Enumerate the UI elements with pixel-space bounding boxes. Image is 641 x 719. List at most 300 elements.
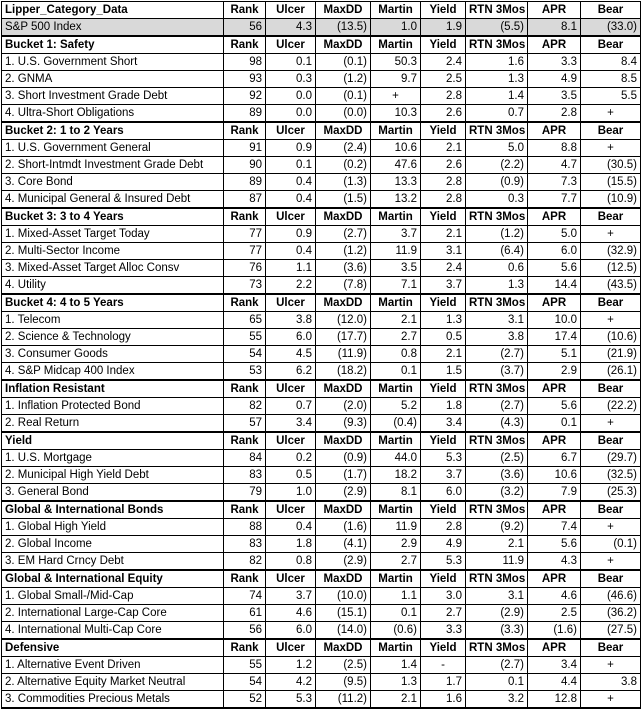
group-title: Defensive <box>2 639 224 657</box>
metric-value: (17.7) <box>316 329 371 346</box>
metric-value: 47.6 <box>371 157 421 174</box>
benchmark-value: 56 <box>224 19 266 37</box>
table-row <box>2 346 641 363</box>
metric-value: 2.5 <box>528 605 581 622</box>
metric-value: 87 <box>224 191 266 209</box>
group-column-header: Ulcer <box>266 122 316 140</box>
metric-value: (12.5) <box>581 260 641 277</box>
metric-value: (29.7) <box>581 450 641 467</box>
metric-value: 3.3 <box>421 622 466 640</box>
group-column-header: Ulcer <box>266 36 316 54</box>
group-column-header: Yield <box>421 294 466 312</box>
metric-value: 2.1 <box>371 691 421 709</box>
group-column-header: MaxDD <box>316 208 371 226</box>
category-name: 1. U.S. Mortgage <box>2 450 224 467</box>
metric-value: (10.9) <box>581 191 641 209</box>
metric-value: (10.6) <box>581 329 641 346</box>
metric-value: 1.7 <box>421 674 466 691</box>
group-column-header: Rank <box>224 380 266 398</box>
group-column-header: Yield <box>421 432 466 450</box>
metric-value: 0.1 <box>371 363 421 381</box>
metric-value: 2.5 <box>421 71 466 88</box>
group-column-header: Martin <box>371 122 421 140</box>
group-column-header: APR <box>528 639 581 657</box>
metric-value: (9.5) <box>316 674 371 691</box>
metric-value: 12.8 <box>528 691 581 709</box>
metric-value: 3.5 <box>528 88 581 105</box>
metric-value: 2.4 <box>421 54 466 71</box>
group-column-header: Martin <box>371 501 421 519</box>
benchmark-value: 8.1 <box>528 19 581 37</box>
metric-value: 2.7 <box>371 329 421 346</box>
group-column-header: RTN 3Mos <box>466 122 528 140</box>
group-column-header: Bear <box>581 501 641 519</box>
metric-value: 0.1 <box>466 674 528 691</box>
group-column-header: APR <box>528 294 581 312</box>
category-name: 2. Science & Technology <box>2 329 224 346</box>
metric-value: 3.7 <box>421 277 466 295</box>
metric-value: 1.3 <box>466 277 528 295</box>
category-name: 1. Global High Yield <box>2 519 224 536</box>
metric-value: 5.3 <box>421 450 466 467</box>
metric-value: 3.7 <box>371 226 421 243</box>
metric-value: 0.2 <box>266 450 316 467</box>
metric-value: 2.8 <box>421 191 466 209</box>
table-row <box>2 553 641 571</box>
column-header: APR <box>528 2 581 19</box>
group-column-header: MaxDD <box>316 380 371 398</box>
table-row <box>2 88 641 105</box>
group-column-header: RTN 3Mos <box>466 208 528 226</box>
metric-value: 1.1 <box>371 588 421 605</box>
group-header-row <box>2 122 641 140</box>
metric-value: 84 <box>224 450 266 467</box>
metric-value: (2.9) <box>316 553 371 571</box>
metric-value: 0.8 <box>266 553 316 571</box>
group-column-header: APR <box>528 122 581 140</box>
category-name: 2. GNMA <box>2 71 224 88</box>
category-name: 4. Ultra-Short Obligations <box>2 105 224 123</box>
group-column-header: Yield <box>421 380 466 398</box>
metric-value: 83 <box>224 536 266 553</box>
metric-value: 0.7 <box>466 105 528 123</box>
benchmark-value: 1.9 <box>421 19 466 37</box>
metric-value: 0.1 <box>266 157 316 174</box>
metric-value: 5.2 <box>371 398 421 415</box>
metric-value: 76 <box>224 260 266 277</box>
group-column-header: MaxDD <box>316 294 371 312</box>
table-row <box>2 312 641 329</box>
metric-value: 3.2 <box>466 691 528 709</box>
column-header: MaxDD <box>316 2 371 19</box>
metric-value: 2.6 <box>421 105 466 123</box>
group-column-header: Yield <box>421 501 466 519</box>
metric-value: 83 <box>224 467 266 484</box>
metric-value: 44.0 <box>371 450 421 467</box>
category-name: 3. Core Bond <box>2 174 224 191</box>
metric-value: 10.6 <box>528 467 581 484</box>
column-header: Lipper_Category_Data <box>2 2 224 19</box>
category-name: 3. General Bond <box>2 484 224 502</box>
group-column-header: Rank <box>224 122 266 140</box>
category-name: 3. Short Investment Grade Debt <box>2 88 224 105</box>
metric-value: (30.5) <box>581 157 641 174</box>
metric-value: 0.4 <box>266 191 316 209</box>
metric-value: 4.7 <box>528 157 581 174</box>
table-row <box>2 140 641 157</box>
metric-value: 0.8 <box>371 346 421 363</box>
metric-value: 4.2 <box>266 674 316 691</box>
group-column-header: Yield <box>421 208 466 226</box>
metric-value: 11.9 <box>371 243 421 260</box>
metric-value: 54 <box>224 346 266 363</box>
metric-value: (0.9) <box>316 450 371 467</box>
metric-value: (2.5) <box>316 657 371 674</box>
group-column-header: MaxDD <box>316 36 371 54</box>
table-row <box>2 174 641 191</box>
group-column-header: APR <box>528 380 581 398</box>
metric-value: 2.7 <box>421 605 466 622</box>
group-column-header: RTN 3Mos <box>466 294 528 312</box>
metric-value: 91 <box>224 140 266 157</box>
metric-value: 65 <box>224 312 266 329</box>
column-header: Martin <box>371 2 421 19</box>
group-title: Bucket 2: 1 to 2 Years <box>2 122 224 140</box>
metric-value: 52 <box>224 691 266 709</box>
metric-value: 0.9 <box>266 140 316 157</box>
metric-value: 2.9 <box>371 536 421 553</box>
metric-value: 8.4 <box>581 54 641 71</box>
table-row <box>2 191 641 209</box>
group-column-header: Rank <box>224 294 266 312</box>
metric-value: 6.7 <box>528 450 581 467</box>
group-column-header: Bear <box>581 639 641 657</box>
metric-value: 2.1 <box>371 312 421 329</box>
metric-value: (1.2) <box>316 71 371 88</box>
benchmark-value: 4.3 <box>266 19 316 37</box>
group-column-header: Yield <box>421 570 466 588</box>
benchmark-value: 1.0 <box>371 19 421 37</box>
metric-value: (1.6) <box>316 519 371 536</box>
group-column-header: MaxDD <box>316 432 371 450</box>
metric-value: 1.4 <box>371 657 421 674</box>
group-header-row <box>2 639 641 657</box>
group-column-header: Martin <box>371 294 421 312</box>
metric-value: 0.4 <box>266 243 316 260</box>
metric-value: 11.9 <box>466 553 528 571</box>
group-column-header: MaxDD <box>316 501 371 519</box>
group-column-header: RTN 3Mos <box>466 639 528 657</box>
group-column-header: APR <box>528 432 581 450</box>
group-column-header: APR <box>528 570 581 588</box>
metric-value: 57 <box>224 415 266 433</box>
metric-value: (2.4) <box>316 140 371 157</box>
metric-value: (12.0) <box>316 312 371 329</box>
group-column-header: Rank <box>224 639 266 657</box>
metric-value: 88 <box>224 519 266 536</box>
metric-value: 10.6 <box>371 140 421 157</box>
metric-value: 7.7 <box>528 191 581 209</box>
group-column-header: Bear <box>581 122 641 140</box>
metric-value: 1.3 <box>421 312 466 329</box>
group-column-header: Bear <box>581 432 641 450</box>
metric-value: 4.4 <box>528 674 581 691</box>
metric-value: (11.2) <box>316 691 371 709</box>
table-row <box>2 329 641 346</box>
group-column-header: APR <box>528 208 581 226</box>
group-column-header: Bear <box>581 208 641 226</box>
metric-value: (2.9) <box>316 484 371 502</box>
table-row <box>2 605 641 622</box>
category-name: 1. U.S. Government General <box>2 140 224 157</box>
group-column-header: Yield <box>421 639 466 657</box>
metric-value: (14.0) <box>316 622 371 640</box>
metric-value: 93 <box>224 71 266 88</box>
metric-value: (2.7) <box>466 657 528 674</box>
metric-value: 4.9 <box>421 536 466 553</box>
category-name: 4. International Multi-Cap Core <box>2 622 224 640</box>
group-header-row <box>2 294 641 312</box>
metric-value: (46.6) <box>581 588 641 605</box>
metric-value: (2.2) <box>466 157 528 174</box>
metric-value: 3.7 <box>266 588 316 605</box>
metric-value: (43.5) <box>581 277 641 295</box>
metric-value: 5.6 <box>528 536 581 553</box>
group-column-header: Ulcer <box>266 501 316 519</box>
metric-value: 5.1 <box>528 346 581 363</box>
metric-value: 53 <box>224 363 266 381</box>
table-row <box>2 243 641 260</box>
table-row <box>2 691 641 709</box>
category-name: 1. Alternative Event Driven <box>2 657 224 674</box>
metric-value: 79 <box>224 484 266 502</box>
group-title: Bucket 4: 4 to 5 Years <box>2 294 224 312</box>
metric-value: 6.0 <box>528 243 581 260</box>
metric-value: 3.1 <box>466 588 528 605</box>
metric-value: 6.0 <box>421 484 466 502</box>
metric-value: 92 <box>224 88 266 105</box>
metric-value: 3.8 <box>466 329 528 346</box>
group-column-header: RTN 3Mos <box>466 380 528 398</box>
metric-value: 2.1 <box>421 140 466 157</box>
metric-value: (1.2) <box>316 243 371 260</box>
table-row <box>2 54 641 71</box>
metric-value: 10.3 <box>371 105 421 123</box>
metric-value: (2.7) <box>466 346 528 363</box>
metric-value: (18.2) <box>316 363 371 381</box>
category-name: 1. Telecom <box>2 312 224 329</box>
metric-value: 7.4 <box>528 519 581 536</box>
metric-value: 3.4 <box>421 415 466 433</box>
category-name: 1. Global Small-/Mid-Cap <box>2 588 224 605</box>
table-row <box>2 260 641 277</box>
metric-value: 4.6 <box>266 605 316 622</box>
metric-value: 11.9 <box>371 519 421 536</box>
metric-value: (32.9) <box>581 243 641 260</box>
metric-value: (21.9) <box>581 346 641 363</box>
metric-value: 2.8 <box>528 105 581 123</box>
metric-value: 14.4 <box>528 277 581 295</box>
metric-value: (2.9) <box>466 605 528 622</box>
column-header: Bear <box>581 2 641 19</box>
metric-value: (0.1) <box>581 536 641 553</box>
metric-value: 5.6 <box>528 398 581 415</box>
metric-value: 89 <box>224 174 266 191</box>
category-name: 2. International Large-Cap Core <box>2 605 224 622</box>
metric-value: (0.2) <box>316 157 371 174</box>
category-name: 1. Mixed-Asset Target Today <box>2 226 224 243</box>
metric-value: (1.2) <box>466 226 528 243</box>
metric-value: - <box>421 657 466 674</box>
metric-value: 3.3 <box>528 54 581 71</box>
group-column-header: Martin <box>371 208 421 226</box>
table-body <box>2 2 641 709</box>
group-column-header: Ulcer <box>266 208 316 226</box>
metric-value: 0.9 <box>266 226 316 243</box>
metric-value: 2.8 <box>421 88 466 105</box>
metric-value: 0.4 <box>266 519 316 536</box>
group-column-header: MaxDD <box>316 122 371 140</box>
metric-value: (1.6) <box>528 622 581 640</box>
group-title: Global & International Bonds <box>2 501 224 519</box>
column-header: RTN 3Mos <box>466 2 528 19</box>
metric-value: 0.1 <box>266 54 316 71</box>
metric-value: 1.5 <box>421 363 466 381</box>
group-column-header: Rank <box>224 36 266 54</box>
metric-value: 54 <box>224 674 266 691</box>
metric-value: + <box>581 519 641 536</box>
metric-value: (2.5) <box>466 450 528 467</box>
column-header: Ulcer <box>266 2 316 19</box>
metric-value: (1.3) <box>316 174 371 191</box>
metric-value: (3.6) <box>466 467 528 484</box>
metric-value: (10.0) <box>316 588 371 605</box>
metric-value: 0.0 <box>266 88 316 105</box>
group-title: Global & International Equity <box>2 570 224 588</box>
table-row <box>2 157 641 174</box>
benchmark-name: S&P 500 Index <box>2 19 224 37</box>
metric-value: 13.3 <box>371 174 421 191</box>
metric-value: 77 <box>224 226 266 243</box>
group-column-header: Ulcer <box>266 380 316 398</box>
metric-value: 3.4 <box>528 657 581 674</box>
metric-value: 74 <box>224 588 266 605</box>
metric-value: 2.9 <box>528 363 581 381</box>
table-row <box>2 622 641 640</box>
benchmark-row <box>2 19 641 37</box>
metric-value: (0.1) <box>316 88 371 105</box>
table-row <box>2 398 641 415</box>
table-row <box>2 415 641 433</box>
category-name: 1. Inflation Protected Bond <box>2 398 224 415</box>
category-name: 3. EM Hard Crncy Debt <box>2 553 224 571</box>
metric-value: 55 <box>224 329 266 346</box>
metric-value: 3.8 <box>266 312 316 329</box>
group-title: Bucket 1: Safety <box>2 36 224 54</box>
benchmark-value: (33.0) <box>581 19 641 37</box>
metric-value: 0.1 <box>371 605 421 622</box>
metric-value: (2.0) <box>316 398 371 415</box>
group-column-header: Bear <box>581 570 641 588</box>
group-column-header: Ulcer <box>266 639 316 657</box>
header-row <box>2 2 641 19</box>
metric-value: 8.5 <box>581 71 641 88</box>
metric-value: 3.4 <box>266 415 316 433</box>
group-column-header: Rank <box>224 570 266 588</box>
column-header: Rank <box>224 2 266 19</box>
metric-value: + <box>581 226 641 243</box>
metric-value: 1.6 <box>466 54 528 71</box>
metric-value: 0.7 <box>266 398 316 415</box>
metric-value: (25.3) <box>581 484 641 502</box>
metric-value: 0.5 <box>421 329 466 346</box>
metric-value: (4.3) <box>466 415 528 433</box>
group-column-header: Rank <box>224 501 266 519</box>
group-header-row <box>2 501 641 519</box>
table-row <box>2 105 641 123</box>
metric-value: + <box>581 415 641 433</box>
metric-value: + <box>371 88 421 105</box>
metric-value: (26.1) <box>581 363 641 381</box>
category-name: 4. S&P Midcap 400 Index <box>2 363 224 381</box>
table-row <box>2 519 641 536</box>
group-column-header: Ulcer <box>266 294 316 312</box>
metric-value: 1.6 <box>421 691 466 709</box>
table-row <box>2 657 641 674</box>
metric-value: (0.1) <box>316 54 371 71</box>
metric-value: + <box>581 553 641 571</box>
metric-value: 55 <box>224 657 266 674</box>
group-column-header: Ulcer <box>266 432 316 450</box>
metric-value: 4.6 <box>528 588 581 605</box>
metric-value: 3.1 <box>421 243 466 260</box>
metric-value: (32.5) <box>581 467 641 484</box>
metric-value: 18.2 <box>371 467 421 484</box>
table-row <box>2 450 641 467</box>
metric-value: 2.6 <box>421 157 466 174</box>
group-column-header: RTN 3Mos <box>466 570 528 588</box>
metric-value: 0.4 <box>266 174 316 191</box>
metric-value: (3.7) <box>466 363 528 381</box>
metric-value: 9.7 <box>371 71 421 88</box>
table-row <box>2 277 641 295</box>
group-column-header: Rank <box>224 208 266 226</box>
table-row <box>2 588 641 605</box>
metric-value: 6.0 <box>266 329 316 346</box>
metric-value: 0.0 <box>266 105 316 123</box>
metric-value: 3.5 <box>371 260 421 277</box>
metric-value: 1.1 <box>266 260 316 277</box>
metric-value: 6.2 <box>266 363 316 381</box>
metric-value: 13.2 <box>371 191 421 209</box>
category-name: 2. Short-Intmdt Investment Grade Debt <box>2 157 224 174</box>
metric-value: 0.3 <box>266 71 316 88</box>
lipper-category-table <box>1 1 641 709</box>
metric-value: (1.5) <box>316 191 371 209</box>
metric-value: 8.8 <box>528 140 581 157</box>
metric-value: 7.3 <box>528 174 581 191</box>
table-row <box>2 467 641 484</box>
metric-value: 50.3 <box>371 54 421 71</box>
metric-value: 17.4 <box>528 329 581 346</box>
metric-value: (11.9) <box>316 346 371 363</box>
group-column-header: RTN 3Mos <box>466 36 528 54</box>
category-name: 4. Municipal General & Insured Debt <box>2 191 224 209</box>
metric-value: (2.7) <box>466 398 528 415</box>
metric-value: (22.2) <box>581 398 641 415</box>
metric-value: 3.0 <box>421 588 466 605</box>
metric-value: (36.2) <box>581 605 641 622</box>
